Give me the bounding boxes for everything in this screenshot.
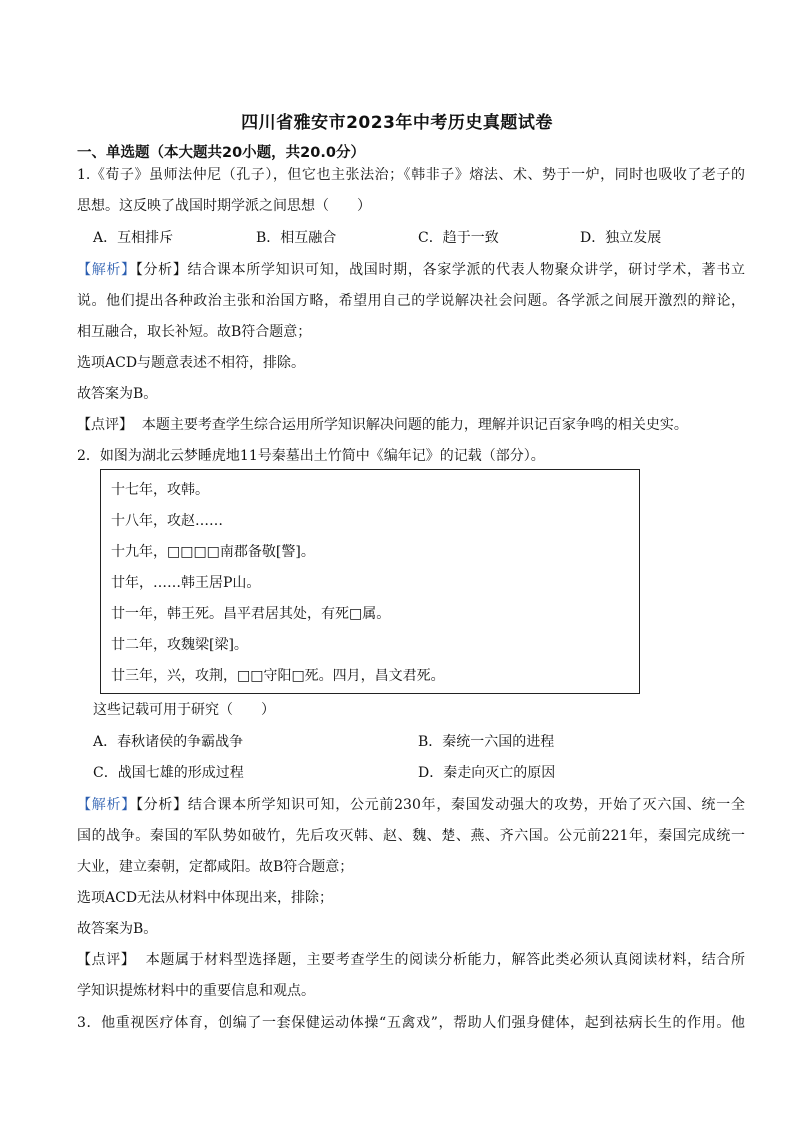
section-header: 一、单选题（本大题共20小题，共20.0分）	[77, 145, 365, 161]
q1-comment-text: 本题主要考查学生综合运用所学知识解决问题的能力，理解并识记百家争鸣的相关史实。	[141, 417, 688, 433]
material-line: 十九年，□□□□南郡备敬[警]。	[111, 544, 315, 560]
source-material-box	[100, 469, 640, 694]
document-title: 四川省雅安市2023年中考历史真题试卷	[241, 113, 553, 133]
material-line: 十八年，攻赵……	[111, 513, 223, 529]
q2-analysis-line2: 国的战争。秦国的军队势如破竹，先后攻灭韩、赵、魏、楚、燕、齐六国。公元前221年，秦国完成统一	[77, 828, 745, 844]
q2-comment-text1: 本题属于材料型选择题，主要考查学生的阅读分析能力，解答此类必须认真阅读材料，结合所	[145, 952, 745, 968]
analysis-tag: 【解析】	[77, 797, 136, 813]
q1-option-d: D．独立发展	[580, 230, 662, 246]
q2-stem: 2．如图为湖北云梦睡虎地11号秦墓出土竹简中《编年记》的记载（部分）。	[77, 448, 545, 464]
q1-analysis-line4: 选项ACD与题意表述不相符，排除。	[77, 355, 306, 371]
q1-analysis-text1: 结合课本所学知识可知，战国时期，各家学派的代表人物聚众讲学，研讨学术，著书立	[187, 262, 746, 278]
q1-analysis-line2: 说。他们提出各种政治主张和治国方略，希望用自己的学说解决社会问题。各学派之间展开激烈的辩论，	[77, 293, 745, 309]
q2-option-d: D．秦走向灭亡的原因	[418, 765, 556, 781]
q2-option-c: C．战国七雄的形成过程	[93, 765, 244, 781]
q1-option-c: C．趋于一致	[418, 230, 499, 246]
q1-option-a: A．互相排斥	[93, 230, 174, 246]
q2-analysis-text1: 结合课本所学知识可知，公元前230年，秦国发动强大的攻势，开始了灭六国、统一全	[187, 797, 745, 813]
q1-analysis-line1	[77, 260, 745, 280]
q3-stem-line1: 3．他重视医疗体育，创编了一套保健运动体操“五禽戏”，帮助人们强身健体，起到祛病长生的作用。他	[77, 1015, 745, 1031]
q2-option-b: B．秦统一六国的进程	[418, 734, 555, 750]
q1-answer: 故答案为B。	[77, 386, 158, 402]
material-line: 廿二年，攻魏梁[梁]。	[111, 637, 248, 653]
analysis-subtag: 【分析】	[135, 797, 188, 813]
q2-analysis-line1	[77, 795, 745, 815]
material-line: 廿一年，韩王死。昌平君居其处，有死□属。	[111, 606, 391, 622]
q2-comment-line2: 学知识提炼材料中的重要信息和观点。	[77, 983, 315, 999]
material-line: 廿三年，兴，攻荆，□□守阳□死。四月，昌文君死。	[111, 668, 445, 684]
q1-comment	[77, 415, 745, 435]
q1-analysis-line3: 相互融合，取长补短。故B符合题意；	[77, 324, 312, 340]
q1-stem-line2: 思想。这反映了战国时期学派之间思想（ ）	[77, 198, 371, 214]
q2-question: 这些记载可用于研究（ ）	[93, 702, 275, 718]
analysis-tag: 【解析】	[77, 262, 136, 278]
q2-analysis-line4: 选项ACD无法从材料中体现出来，排除；	[77, 890, 334, 906]
q2-answer: 故答案为B。	[77, 921, 158, 937]
q2-comment-line1	[77, 950, 745, 970]
q2-analysis-line3: 大业，建立秦朝，定都咸阳。故B符合题意；	[77, 859, 354, 875]
comment-tag: 【点评】	[77, 952, 136, 968]
material-line: 廿年，……韩王居P山。	[111, 575, 261, 591]
q1-stem-line1: 1.《荀子》虽师法仲尼（孔子），但它也主张法治；《韩非子》熔法、术、势于一炉，同时也吸收了老子的	[77, 167, 745, 183]
comment-tag: 【点评】	[77, 417, 133, 433]
material-line: 十七年，攻韩。	[111, 482, 209, 498]
q1-option-b: B．相互融合	[256, 230, 337, 246]
analysis-subtag: 【分析】	[135, 262, 188, 278]
q2-option-a: A．春秋诸侯的争霸战争	[93, 734, 244, 750]
